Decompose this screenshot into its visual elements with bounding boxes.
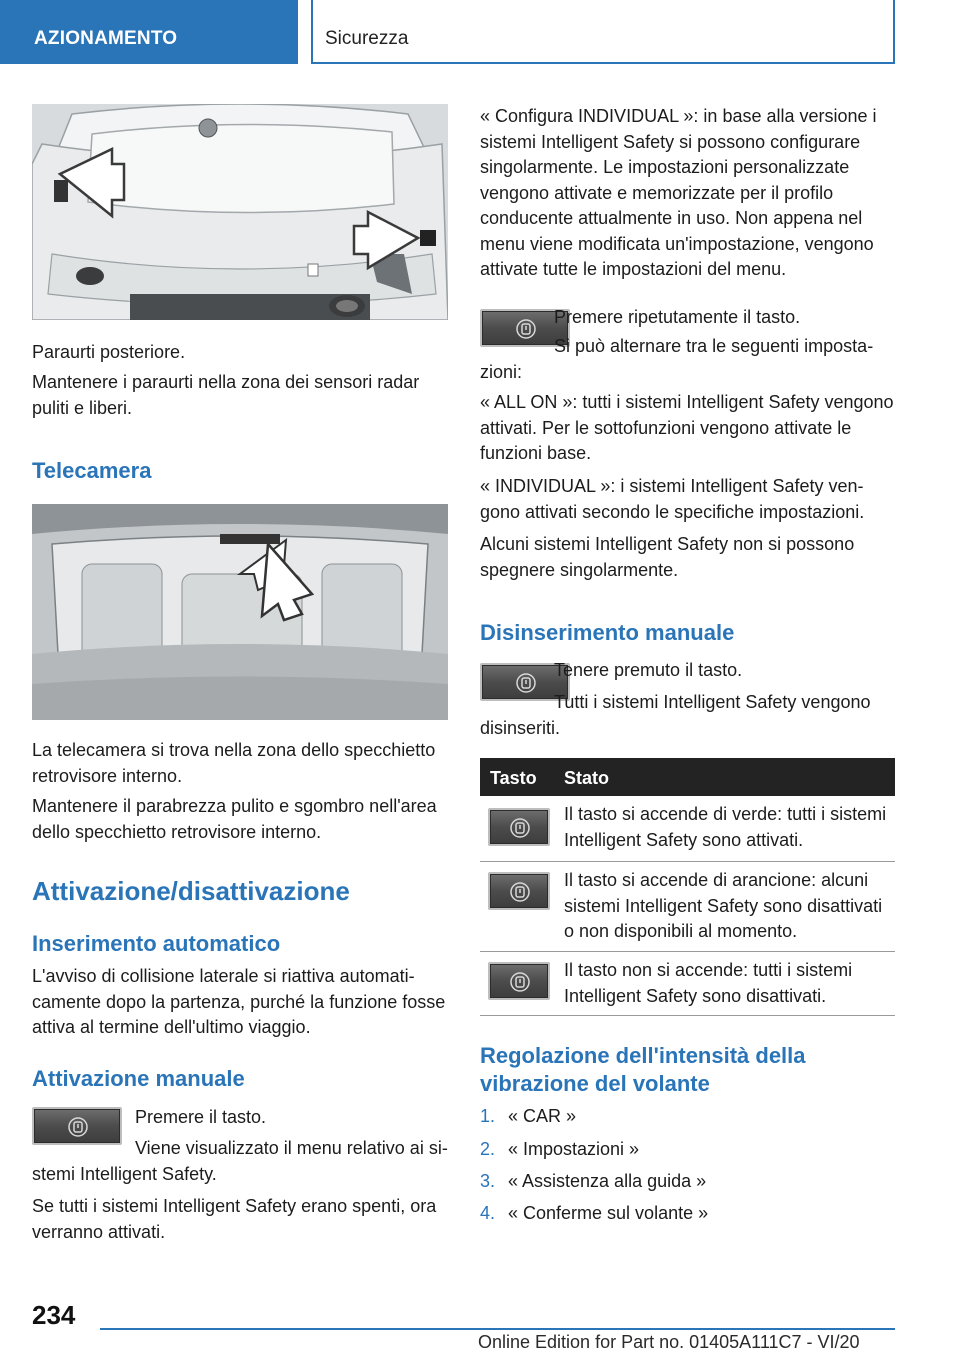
section-title: AZIONAMENTO <box>34 28 178 49</box>
bumper-caption: Paraurti posteriore. <box>32 342 186 362</box>
vibration-heading: Regolazione dell'intensità della vibrazione del volante <box>480 1043 806 1096</box>
col-state-header: Stato <box>564 768 609 788</box>
auto-text: L'avviso di collisione laterale si riattiva automaticamente dopo la partenza, purché la funzione fosse attiva al termine dell'ultimo viaggio. <box>32 966 446 1037</box>
manual-heading: Attivazione manuale <box>32 1066 245 1091</box>
table-cell-state: Il tasto si accende di verde: tutti i sistemi Intelligent Safety sono attivati. <box>564 804 887 850</box>
list-item: « Conferme sul volante » <box>508 1203 709 1223</box>
section-tab[interactable] <box>0 0 298 64</box>
camera-heading: Telecamera <box>32 458 152 483</box>
chapter-title: Sicurezza <box>325 28 409 49</box>
camera-figure <box>32 504 448 720</box>
safety-button-icon <box>488 808 550 846</box>
rear-bumper-figure <box>32 104 448 320</box>
cannot-off-text: Alcuni sistemi Intelligent Safety non si possono spegnere singolarmente. <box>480 534 855 580</box>
auto-heading: Inserimento automatico <box>32 931 281 956</box>
repeat-step: Premere ripetutamente il tasto. <box>554 307 801 327</box>
table-cell-state: Il tasto si accende di arancione: alcuni sistemi Intelligent Safety sono disattivati o non disponibili al momento. <box>564 870 883 941</box>
list-number: 1. <box>480 1106 496 1126</box>
list-item: « Assistenza alla guida » <box>508 1171 707 1191</box>
hold-text: Tutti i sistemi Intelligent Safety vengono disinseriti. <box>480 692 871 738</box>
safety-button-icon <box>488 962 550 1000</box>
col-key-header: Tasto <box>490 768 537 788</box>
table-row <box>480 862 895 952</box>
table-header <box>480 758 895 796</box>
table-row <box>480 796 895 862</box>
manual-step: Premere il tasto. <box>135 1107 267 1127</box>
individual-text: « INDIVIDUAL »: i sistemi Intelligent Safety vengono attivati secondo le specifiche impostazioni. <box>480 476 865 522</box>
list-number: 4. <box>480 1203 496 1223</box>
camera-text-2: Mantenere il parabrezza pulito e sgombro nell'area dello specchietto retrovisore interno. <box>32 796 437 842</box>
table-row <box>480 952 895 1016</box>
list-number: 3. <box>480 1171 496 1191</box>
hold-step: Tenere premuto il tasto. <box>554 660 743 680</box>
table-cell-state: Il tasto non si accende: tutti i sistemi Intelligent Safety sono disattivati. <box>564 960 853 1006</box>
all-on-text: « ALL ON »: tutti i sistemi Intelligent Safety vengono attivati. Per le sottofunzioni vengono attivate le funzioni base. <box>480 392 894 463</box>
list-number: 2. <box>480 1139 496 1159</box>
list-item: « Impostazioni » <box>508 1139 640 1159</box>
configure-text: « Configura INDIVIDUAL »: in base alla versione i sistemi Intelligent Safety si possono configurare singolarmente. Le impostazioni personalizzate vengono attivate e memorizzate per il profilo conducente attualmente in uso. Non appena nel menu viene modificata un'impostazione, vengono attivate tutte le impostazioni del menu. <box>480 106 877 279</box>
repeat-text: Si può alternare tra le seguenti impostazioni: <box>480 336 874 382</box>
safety-button-icon <box>488 872 550 910</box>
manual-off-heading: Disinserimento manuale <box>480 620 735 645</box>
edition-footer: Online Edition for Part no. 01405A111C7 - VI/20 <box>478 1332 860 1352</box>
manual-text-2: Se tutti i sistemi Intelligent Safety erano spenti, ora verranno attivati. <box>32 1196 437 1242</box>
bumper-text: Mantenere i paraurti nella zona dei sensori radar puliti e liberi. <box>32 372 420 418</box>
chapter-tab[interactable] <box>311 0 895 64</box>
manual-text: Viene visualizzato il menu relativo ai sistemi Intelligent Safety. <box>32 1138 448 1184</box>
activation-heading: Attivazione/disattivazione <box>32 876 350 906</box>
list-item: « CAR » <box>508 1106 577 1126</box>
page-number: 234 <box>32 1300 76 1330</box>
footer-divider <box>100 1328 895 1330</box>
camera-text-1: La telecamera si trova nella zona dello specchietto retrovisore interno. <box>32 740 436 786</box>
